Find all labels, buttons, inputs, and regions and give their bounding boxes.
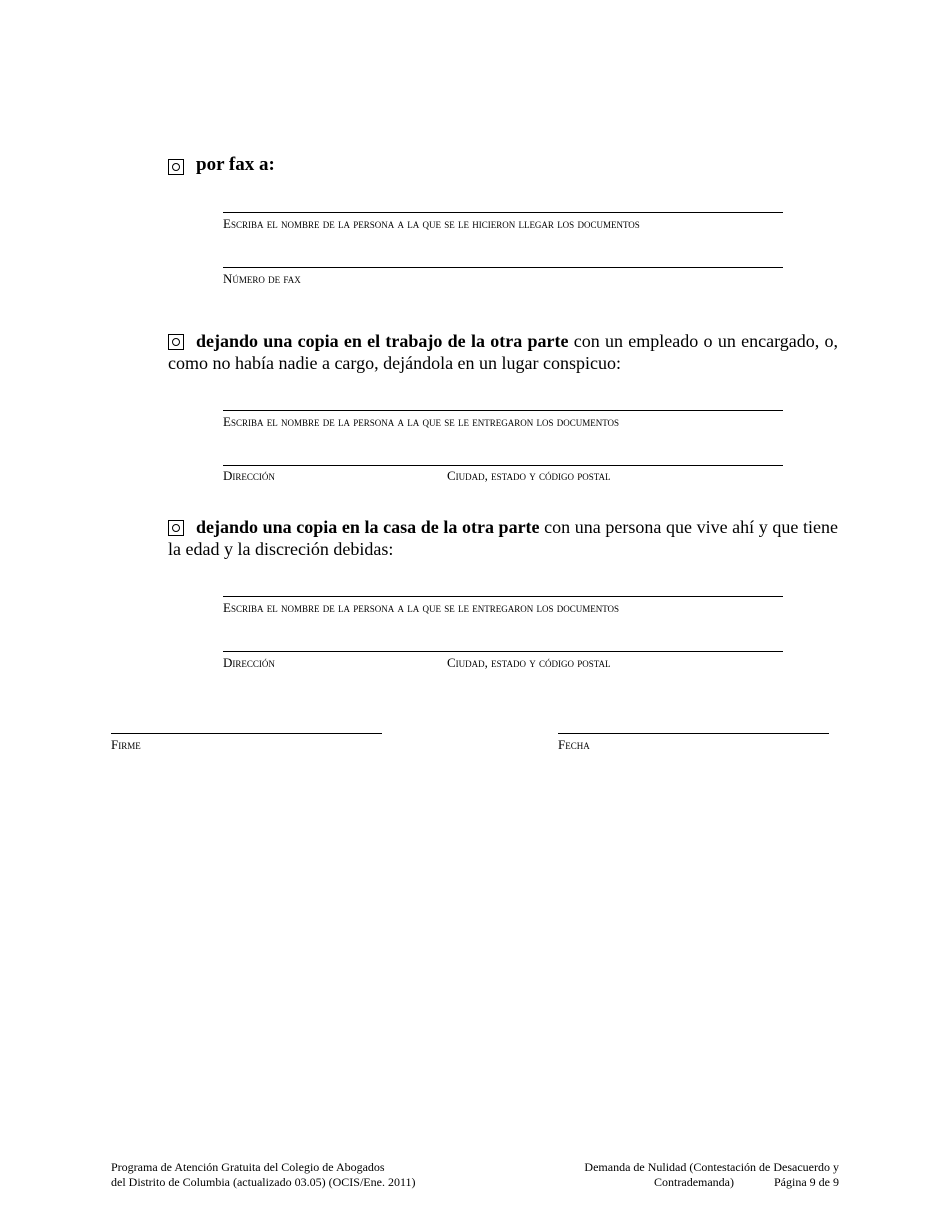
page-number: Página 9 de 9 <box>774 1175 839 1189</box>
home-bold: dejando una copia en la casa de la otra parte <box>196 517 540 537</box>
work-address-line[interactable] <box>223 465 783 466</box>
work-name-line[interactable] <box>223 410 783 411</box>
fax-checkbox[interactable] <box>168 159 184 175</box>
footer-right-line1: Demanda de Nulidad (Contestación de Desacuerdo y <box>584 1160 839 1174</box>
work-rest: con un empleado o un encargado, o, como no había nadie a cargo, dejándola en un lugar conspicuo: <box>168 331 839 373</box>
date-label: Fecha <box>558 737 590 752</box>
fax-name-label: Escriba el nombre de la persona a la que se le hicieron llegar los documentos <box>223 216 640 231</box>
footer-doc-title: Contrademanda) <box>654 1175 734 1189</box>
work-paragraph <box>168 330 838 374</box>
home-name-label: Escriba el nombre de la persona a la que se le entregaron los documentos <box>223 600 620 615</box>
work-name-label: Escriba el nombre de la persona a la que se le entregaron los documentos <box>223 414 620 429</box>
home-rest: con una persona que vive ahí y que tiene la edad y la discreción debidas: <box>168 517 838 559</box>
home-name-line[interactable] <box>223 596 783 597</box>
home-address-line[interactable] <box>223 651 783 652</box>
signature-line[interactable] <box>111 733 382 734</box>
footer-right <box>584 1160 839 1190</box>
fax-number-line[interactable] <box>223 267 783 268</box>
footer-left-line2: del Distrito de Columbia (actualizado 03.05) (OCIS/Ene. 2011) <box>111 1175 416 1189</box>
fax-heading: por fax a: <box>196 154 275 175</box>
home-address-label: Dirección <box>223 655 275 670</box>
fax-number-label: Número de fax <box>223 271 301 286</box>
date-line[interactable] <box>558 733 829 734</box>
footer-left-line1: Programa de Atención Gratuita del Colegio de Abogados <box>111 1160 385 1174</box>
signature-label: Firme <box>111 737 141 752</box>
home-paragraph <box>168 516 838 560</box>
footer-left <box>111 1160 416 1190</box>
work-city-label: Ciudad, estado y código postal <box>447 468 611 483</box>
footer-right-line2 <box>584 1175 839 1190</box>
work-bold: dejando una copia en el trabajo de la otra parte <box>196 331 569 351</box>
work-address-label: Dirección <box>223 468 275 483</box>
home-city-label: Ciudad, estado y código postal <box>447 655 611 670</box>
fax-name-line[interactable] <box>223 212 783 213</box>
